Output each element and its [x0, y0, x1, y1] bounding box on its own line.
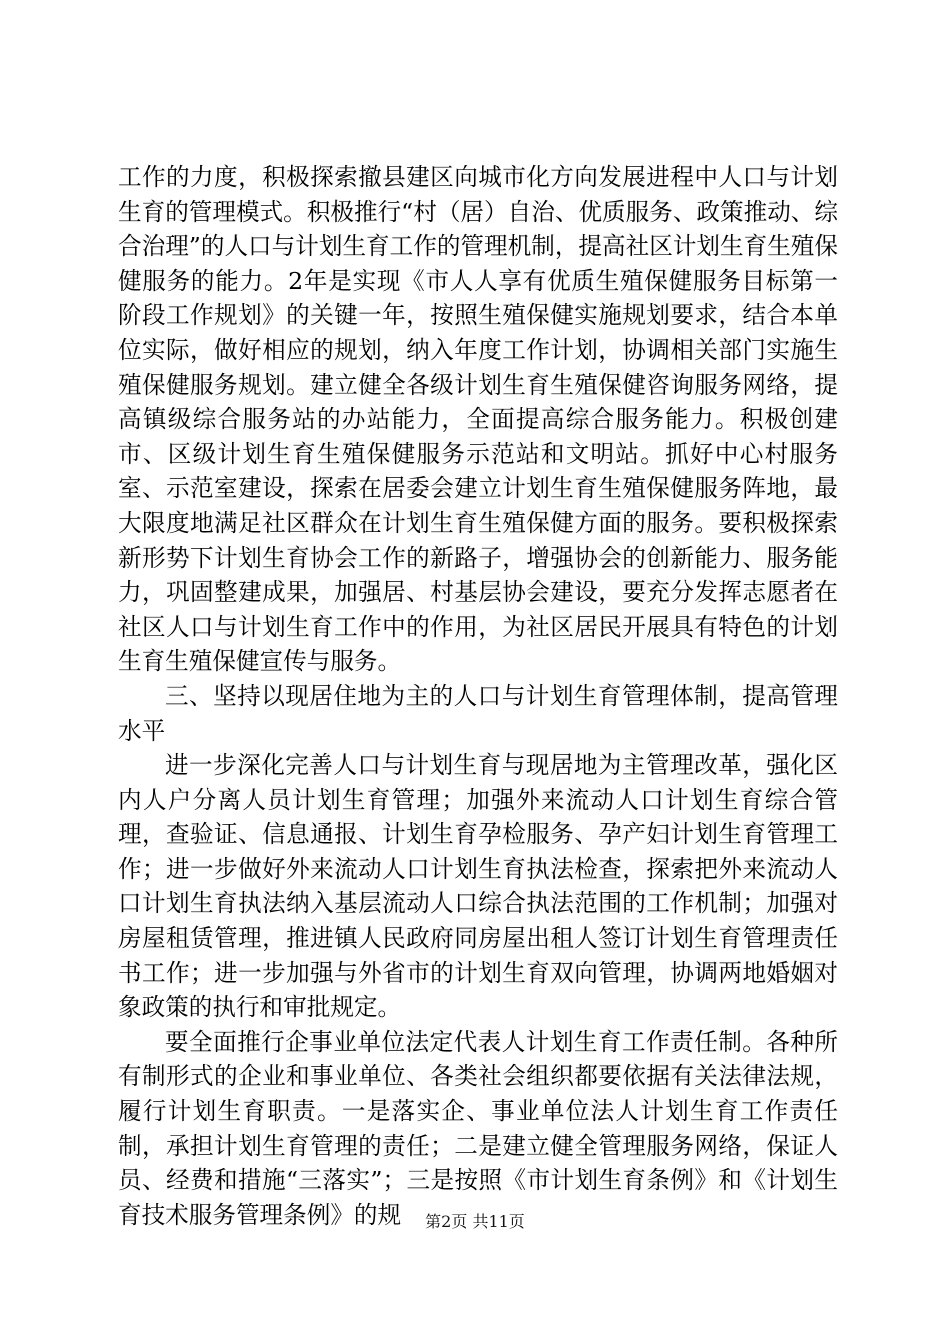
paragraph-2-heading: 三、坚持以现居住地为主的人口与计划生育管理体制，提高管理水平: [118, 681, 838, 745]
page-number-footer: 第2页 共11页: [425, 1212, 525, 1231]
paragraph-1: 工作的力度，积极探索撤县建区向城市化方向发展进程中人口与计划生育的管理模式。积极推行“村（居）自治、优质服务、政策推动、综合治理”的人口与计划生育工作的管理机制，提高社区计划生育生殖保健服务的能力。2年是实现《市人人享有优质生殖保健服务目标第一阶段工作规划》的关键一年，按照生殖保健实施规划要求，结合本单位实际，做好相应的规划，纳入年度工作计划，协调相关部门实施生殖保健服务规划。建立健全各级计划生育生殖保健咨询服务网络，提高镇级综合服务站的办站能力，全面提高综合服务能力。积极创建市、区级计划生育生殖保健服务示范站和文明站。抓好中心村服务室、示范室建设，探索在居委会建立计划生育生殖保健服务阵地，最大限度地满足社区群众在计划生育生殖保健方面的服务。要积极探索新形势下计划生育协会工作的新路子，增强协会的创新能力、服务能力，巩固整建成果，加强居、村基层协会建设，要充分发挥志愿者在社区人口与计划生育工作中的作用，为社区居民开展具有特色的计划生育生殖保健宣传与服务。: [118, 163, 838, 676]
paragraph-3: 进一步深化完善人口与计划生育与现居地为主管理改革，强化区内人户分离人员计划生育管理；加强外来流动人口计划生育综合管理，查验证、信息通报、计划生育孕检服务、孕产妇计划生育管理工作；进一步做好外来流动人口计划生育执法检查，探索把外来流动人口计划生育执法纳入基层流动人口综合执法范围的工作机制；加强对房屋租赁管理，推进镇人民政府同房屋出租人签订计划生育管理责任书工作；进一步加强与外省市的计划生育双向管理，协调两地婚姻对象政策的执行和审批规定。: [118, 751, 838, 1022]
body-text: [118, 160, 838, 1232]
paragraph-4: 要全面推行企事业单位法定代表人计划生育工作责任制。各种所有制形式的企业和事业单位、各类社会组织都要依据有关法律法规，履行计划生育职责。一是落实企、事业单位法人计划生育工作责任制，承担计划生育管理的责任；二是建立健全管理服务网络，保证人员、经费和措施“三落实”；三是按照《市计划生育条例》和《计划生育技术服务管理条例》的规: [118, 1027, 838, 1229]
